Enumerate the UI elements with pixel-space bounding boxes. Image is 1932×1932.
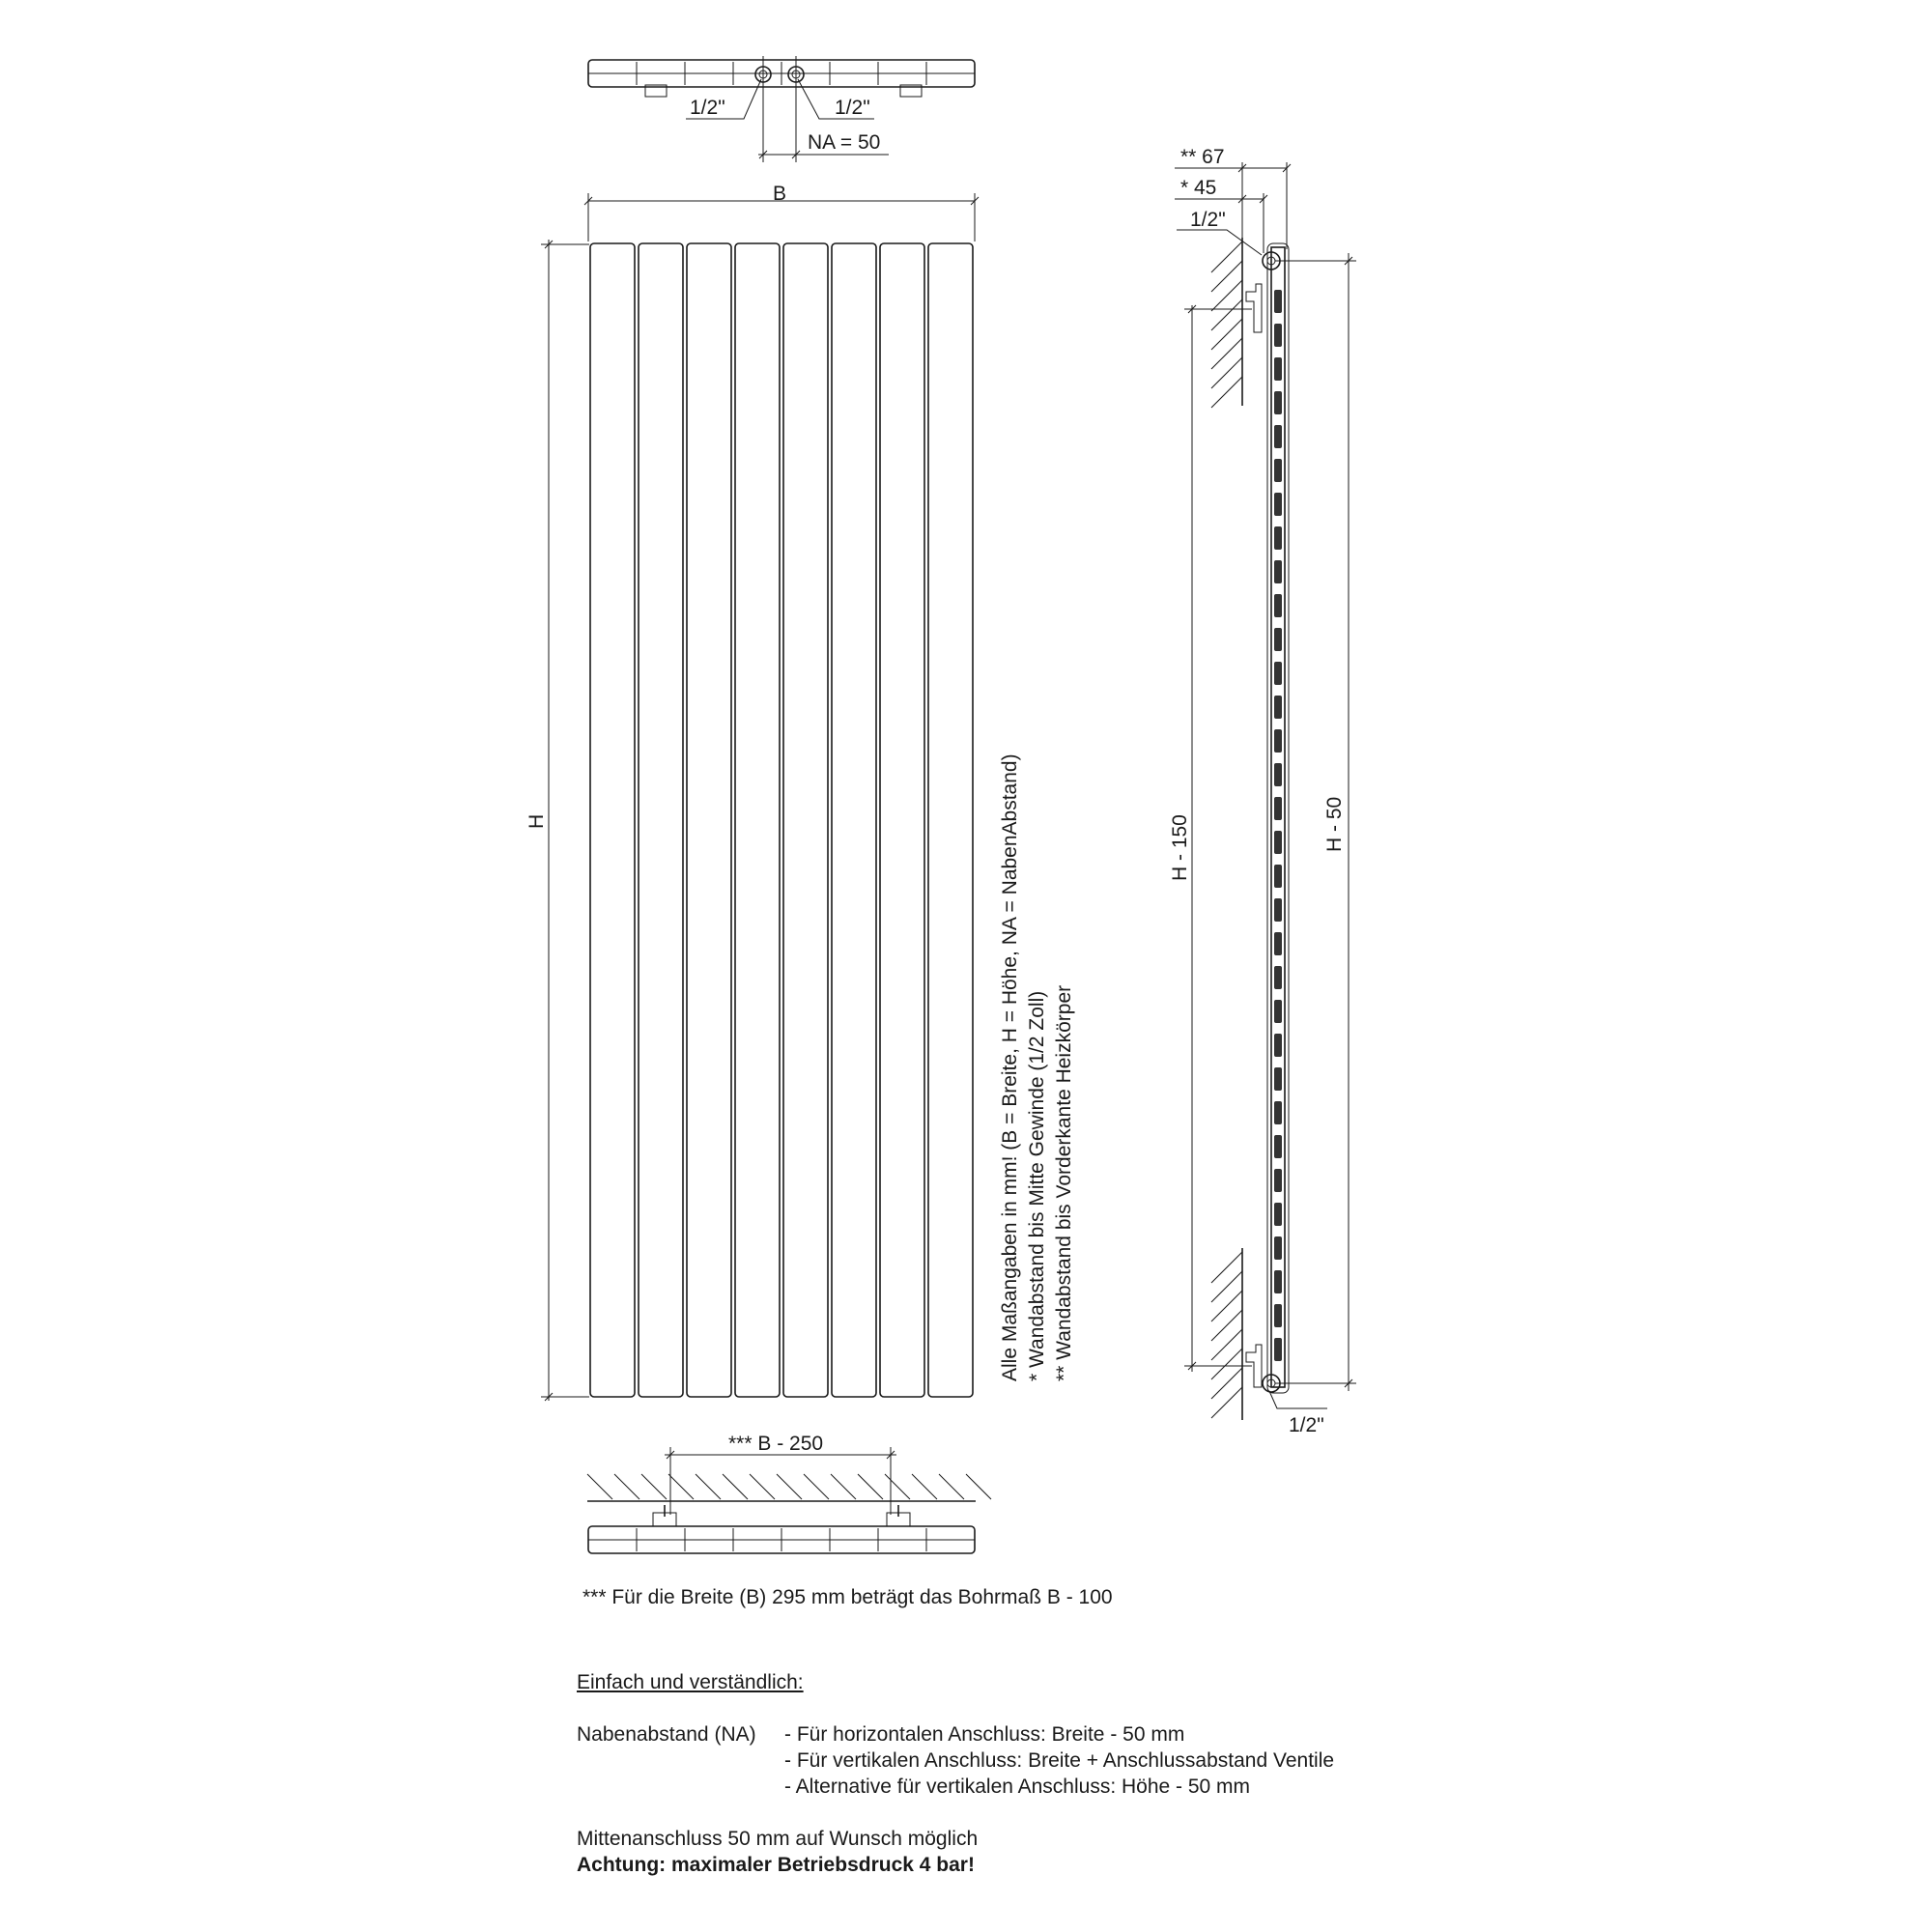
hatch-line xyxy=(668,1474,694,1499)
hatch-line xyxy=(1211,1252,1242,1283)
front-view xyxy=(526,183,979,1401)
side-slot xyxy=(1274,1236,1282,1260)
side-slot xyxy=(1274,357,1282,381)
hatch-line xyxy=(1211,1349,1242,1379)
bottom-wall-hatch xyxy=(587,1474,991,1499)
dim-67-label: ** 67 xyxy=(1180,146,1225,168)
front-panel xyxy=(880,243,924,1397)
footnote: *** Für die Breite (B) 295 mm beträgt das Bohrmaß B - 100 xyxy=(582,1586,1113,1608)
front-panel xyxy=(783,243,828,1397)
side-slot xyxy=(1274,425,1282,448)
side-slot xyxy=(1274,729,1282,753)
hatch-line xyxy=(750,1474,775,1499)
front-panel xyxy=(687,243,731,1397)
side-slot xyxy=(1274,1101,1282,1124)
side-slots xyxy=(1274,290,1282,1361)
hatch-line xyxy=(1211,1310,1242,1341)
hatch-line xyxy=(912,1474,937,1499)
na-explanation xyxy=(577,1721,1910,1800)
h150-label: H - 150 xyxy=(1169,814,1191,881)
side-slot xyxy=(1274,932,1282,955)
side-slot xyxy=(1274,526,1282,550)
hatch-line xyxy=(939,1474,964,1499)
side-slot xyxy=(1274,560,1282,583)
bottom-view xyxy=(587,1433,991,1553)
wall-hatch-bottom xyxy=(1211,1252,1242,1418)
side-thread-top-label: 1/2" xyxy=(1190,209,1226,231)
hatch-line xyxy=(885,1474,910,1499)
bore-label: *** B - 250 xyxy=(728,1433,824,1455)
side-slot xyxy=(1274,1338,1282,1361)
hatch-line xyxy=(777,1474,802,1499)
hatch-line xyxy=(1211,261,1242,292)
side-slot xyxy=(1274,696,1282,719)
hatch-line xyxy=(1211,1387,1242,1418)
notes-block xyxy=(577,1669,1910,1878)
top-view xyxy=(588,56,975,162)
side-slot xyxy=(1274,1304,1282,1327)
hatch-line xyxy=(614,1474,639,1499)
bottom-view-segments xyxy=(588,1526,975,1553)
na-label: NA = 50 xyxy=(808,131,881,154)
front-panel xyxy=(639,243,683,1397)
hatch-line xyxy=(1211,319,1242,350)
side-slot xyxy=(1274,324,1282,347)
hatch-line xyxy=(1211,299,1242,330)
side-slot xyxy=(1274,898,1282,922)
hatch-line xyxy=(1211,1368,1242,1399)
top-view-segments xyxy=(588,60,975,87)
na-explanation-items xyxy=(784,1721,1334,1800)
hatch-line xyxy=(723,1474,748,1499)
side-slot xyxy=(1274,662,1282,685)
side-slot xyxy=(1274,865,1282,888)
hatch-line xyxy=(1211,357,1242,388)
side-slot xyxy=(1274,1169,1282,1192)
side-slot xyxy=(1274,594,1282,617)
side-bracket-top xyxy=(1246,284,1262,332)
vertical-note xyxy=(999,753,1075,1381)
h50-label: H - 50 xyxy=(1323,796,1346,852)
hatch-line xyxy=(696,1474,721,1499)
front-panel xyxy=(928,243,973,1397)
vertical-note-line1: Alle Maßangaben in mm! (B = Breite, H = Höhe, NA = NabenAbstand) xyxy=(999,753,1021,1381)
side-slot xyxy=(1274,1034,1282,1057)
side-slot xyxy=(1274,1203,1282,1226)
wall-hatch-top xyxy=(1211,242,1242,408)
hatch-line xyxy=(966,1474,991,1499)
vertical-note-line3: ** Wandabstand bis Vorderkante Heizkörper xyxy=(1053,984,1075,1381)
hatch-line xyxy=(858,1474,883,1499)
side-slot xyxy=(1274,1135,1282,1158)
hatch-line xyxy=(587,1474,612,1499)
hatch-line xyxy=(641,1474,667,1499)
hatch-line xyxy=(1211,338,1242,369)
side-slot xyxy=(1274,831,1282,854)
side-slot xyxy=(1274,1000,1282,1023)
front-panel xyxy=(590,243,635,1397)
vertical-note-line2: * Wandabstand bis Mitte Gewinde (1/2 Zoll) xyxy=(1026,990,1048,1381)
side-thread-bottom-label: 1/2" xyxy=(1289,1414,1324,1436)
hatch-line xyxy=(1211,242,1242,272)
na-explanation-label: Nabenabstand (NA) xyxy=(577,1723,756,1746)
na-item: - Alternative für vertikalen Anschluss: Höhe - 50 mm xyxy=(784,1776,1251,1798)
hatch-line xyxy=(1211,377,1242,408)
side-slot xyxy=(1274,628,1282,651)
side-slot xyxy=(1274,966,1282,989)
hatch-line xyxy=(831,1474,856,1499)
side-slot xyxy=(1274,797,1282,820)
top-thread-right-label: 1/2" xyxy=(835,97,870,119)
height-label: H xyxy=(526,813,548,829)
side-slot xyxy=(1274,1270,1282,1293)
front-panel xyxy=(832,243,876,1397)
hatch-line xyxy=(1211,280,1242,311)
hatch-line xyxy=(1211,1291,1242,1321)
side-slot xyxy=(1274,459,1282,482)
na-item: - Für vertikalen Anschluss: Breite + Anschlussabstand Ventile xyxy=(784,1749,1335,1772)
side-slot xyxy=(1274,391,1282,414)
side-view xyxy=(1169,146,1356,1436)
notes-heading: Einfach und verständlich: xyxy=(577,1671,804,1693)
side-slot xyxy=(1274,290,1282,313)
side-slot xyxy=(1274,493,1282,516)
dim-45-label: * 45 xyxy=(1180,177,1217,199)
center-connection-note: Mittenanschluss 50 mm auf Wunsch möglich xyxy=(577,1828,979,1850)
width-label: B xyxy=(773,183,787,205)
na-item: - Für horizontalen Anschluss: Breite - 50 mm xyxy=(784,1723,1185,1746)
top-thread-left-label: 1/2" xyxy=(690,97,725,119)
side-slot xyxy=(1274,1067,1282,1091)
front-panels xyxy=(590,243,973,1397)
side-slot xyxy=(1274,763,1282,786)
hatch-line xyxy=(804,1474,829,1499)
hatch-line xyxy=(1211,1271,1242,1302)
front-panel xyxy=(735,243,780,1397)
pressure-warning: Achtung: maximaler Betriebsdruck 4 bar! xyxy=(577,1854,975,1876)
hatch-line xyxy=(1211,1329,1242,1360)
